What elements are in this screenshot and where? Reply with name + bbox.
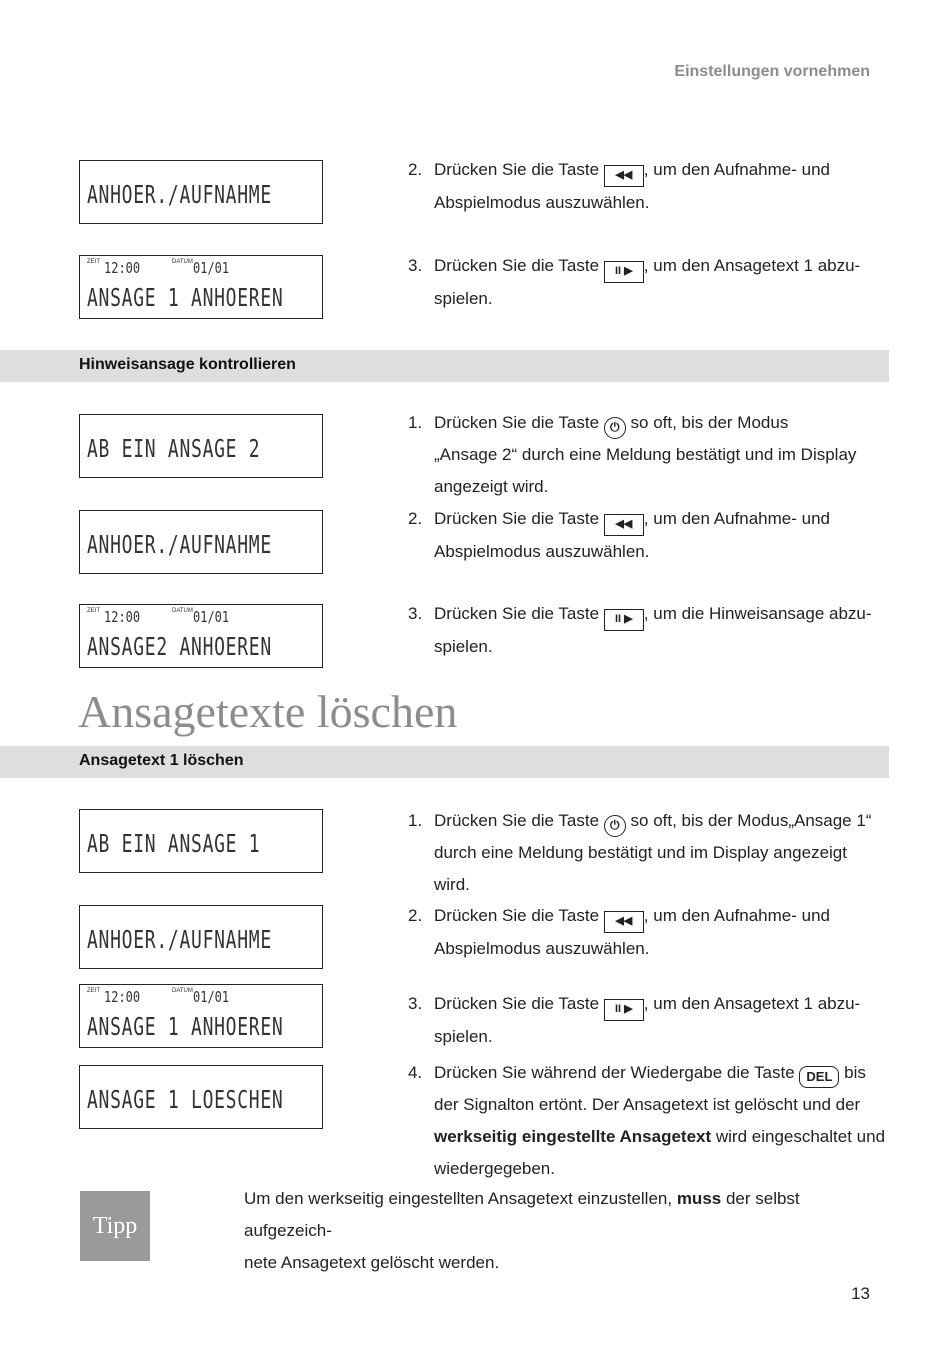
lcd-text: ANHOER./AUFNAHME: [87, 180, 272, 209]
step-text: wiedergegeben.: [434, 1159, 555, 1178]
lcd-datum-label: DATUM: [172, 988, 193, 994]
step-text: , um den Aufnahme- und: [643, 906, 830, 925]
lcd-datum-value: 01/01: [192, 988, 230, 1006]
step-number: 4.: [408, 1063, 423, 1082]
lcd-status-line: [87, 259, 230, 278]
step-text: „Ansage 2“ durch eine Meldung bestätigt und im Display: [434, 445, 857, 464]
lcd-zeit-label: ZEIT: [87, 988, 100, 994]
step-text: Abspielmodus auszuwählen.: [434, 939, 650, 958]
lcd-display-ab-ein-ansage1: [79, 809, 323, 873]
step-text: der Signalton ertönt. Der Ansagetext ist gelöscht und der: [434, 1095, 861, 1114]
step-number: 3.: [408, 604, 423, 623]
section-heading: Hinweisansage kontrollieren: [79, 356, 296, 373]
tipp-badge: Tipp: [80, 1191, 150, 1261]
step-text: Drücken Sie während der Wiedergabe die Taste: [434, 1063, 795, 1082]
lcd-text: ANSAGE 1 ANHOEREN: [87, 283, 284, 312]
step-text: wird.: [434, 875, 470, 894]
lcd-status-line: [87, 988, 230, 1007]
step-text: Drücken Sie die Taste: [434, 994, 600, 1013]
lcd-text: ANSAGE 1 ANHOEREN: [87, 1012, 284, 1041]
step-text: bis: [839, 1063, 866, 1082]
rewind-key-icon: ◀◀: [604, 165, 644, 187]
step-text: , um den Aufnahme- und: [643, 509, 830, 528]
lcd-zeit-label: ZEIT: [87, 608, 100, 614]
section-heading: Ansagetext 1 löschen: [79, 752, 244, 769]
step-text: , um den Ansagetext 1 abzu-: [643, 994, 861, 1013]
lcd-display-anhoer: [79, 905, 323, 969]
step-text: Abspielmodus auszuwählen.: [434, 542, 650, 561]
step-number: 2.: [408, 509, 423, 528]
power-mode-key-icon: ⏻: [604, 815, 626, 837]
lcd-text: ANHOER./AUFNAHME: [87, 530, 272, 559]
tipp-text-bold: muss: [676, 1189, 722, 1208]
rewind-key-icon: ◀◀: [604, 514, 644, 536]
step-number: 2.: [408, 160, 423, 179]
lcd-datum-value: 01/01: [192, 608, 230, 626]
lcd-text: AB EIN ANSAGE 2: [87, 434, 261, 463]
play-pause-key-icon: II ▶: [604, 261, 644, 283]
section-band: [0, 350, 889, 382]
lcd-zeit-value: 12:00: [104, 259, 141, 277]
step-text: Drücken Sie die Taste: [434, 604, 600, 623]
step-text: Drücken Sie die Taste: [434, 811, 600, 830]
lcd-display-ansage1-anhoeren: [79, 984, 323, 1048]
chapter-title: Ansagetexte löschen: [78, 686, 458, 737]
lcd-text: ANHOER./AUFNAHME: [87, 925, 272, 954]
rewind-key-icon: ◀◀: [604, 911, 644, 933]
step-text-bold: werkseitig eingestellte Ansagetext: [434, 1127, 712, 1146]
step-text: Drücken Sie die Taste: [434, 160, 600, 179]
lcd-text: ANSAGE 1 LOESCHEN: [87, 1085, 284, 1114]
page-number: 13: [851, 1284, 870, 1303]
lcd-display-anhoer: [79, 510, 323, 574]
lcd-datum-value: 01/01: [192, 259, 230, 277]
tipp-text-part: der selbst aufgezeich-: [244, 1189, 800, 1240]
step-number: 1.: [408, 811, 423, 830]
step-text: , um die Hinweisansage abzu-: [643, 604, 872, 623]
lcd-zeit-value: 12:00: [104, 608, 141, 626]
lcd-display-ansage1-anhoeren: [79, 255, 323, 319]
step-text: , um den Aufnahme- und: [643, 160, 830, 179]
step-text: wird eingeschaltet und: [711, 1127, 886, 1146]
tipp-text-part: Um den werkseitig eingestellten Ansagetext einzustellen,: [244, 1189, 677, 1208]
play-pause-key-icon: II ▶: [604, 999, 644, 1021]
power-mode-key-icon: ⏻: [604, 417, 626, 439]
step-text: angezeigt wird.: [434, 477, 549, 496]
step-text: spielen.: [434, 637, 493, 656]
lcd-datum-label: DATUM: [172, 259, 193, 265]
step-text: durch eine Meldung bestätigt und im Display angezeigt: [434, 843, 847, 862]
del-key-icon: DEL: [799, 1066, 839, 1088]
play-pause-key-icon: II ▶: [604, 609, 644, 631]
step-number: 2.: [408, 906, 423, 925]
lcd-display-ansage2-anhoeren: [79, 604, 323, 668]
lcd-text: AB EIN ANSAGE 1: [87, 829, 261, 858]
step-text: Drücken Sie die Taste: [434, 509, 600, 528]
tipp-text-part: nete Ansagetext gelöscht werden.: [244, 1253, 500, 1272]
step-text: Drücken Sie die Taste: [434, 413, 600, 432]
step-text: spielen.: [434, 289, 493, 308]
step-text: so oft, bis der Modus: [625, 413, 789, 432]
lcd-display-anhoer: [79, 160, 323, 224]
step-number: 3.: [408, 256, 423, 275]
step-text: Drücken Sie die Taste: [434, 256, 600, 275]
step-text: Abspielmodus auszuwählen.: [434, 193, 650, 212]
lcd-datum-label: DATUM: [172, 608, 193, 614]
lcd-display-ansage1-loeschen: [79, 1065, 323, 1129]
step-number: 1.: [408, 413, 423, 432]
running-header: Einstellungen vornehmen: [674, 63, 870, 80]
step-text: , um den Ansagetext 1 abzu-: [643, 256, 861, 275]
step-text: so oft, bis der Modus„Ansage 1“: [625, 811, 872, 830]
lcd-zeit-label: ZEIT: [87, 259, 100, 265]
lcd-text: ANSAGE2 ANHOEREN: [87, 632, 272, 661]
tipp-text: [244, 1183, 874, 1279]
step-text: Drücken Sie die Taste: [434, 906, 600, 925]
section-band: [0, 746, 889, 778]
lcd-status-line: [87, 608, 230, 627]
step-text: spielen.: [434, 1027, 493, 1046]
lcd-display-ab-ein-ansage2: [79, 414, 323, 478]
step-number: 3.: [408, 994, 423, 1013]
lcd-zeit-value: 12:00: [104, 988, 141, 1006]
